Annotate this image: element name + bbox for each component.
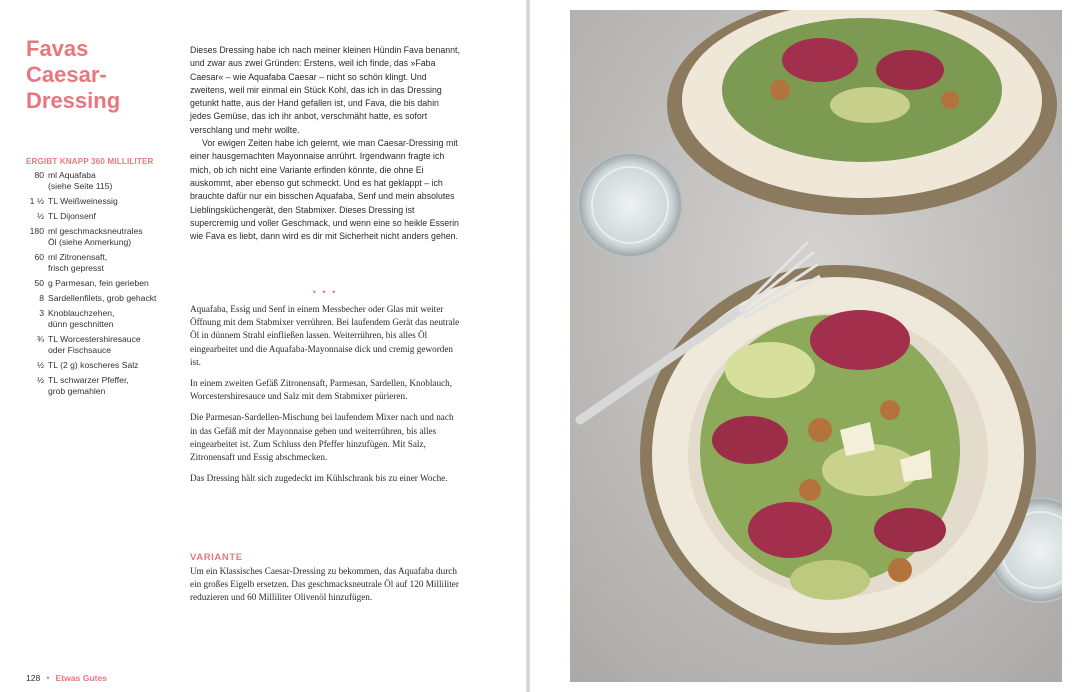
title-line-3: Dressing (26, 88, 121, 113)
ingredient-text (48, 252, 182, 274)
recipe-yield: ERGIBT KNAPP 360 MILLILITER (26, 157, 154, 166)
ingredient-line: TL (2 g) koscheres Salz (48, 360, 139, 370)
ingredient-item (22, 170, 182, 192)
ingredient-item (22, 226, 182, 248)
salad-photo-illustration (570, 10, 1062, 682)
recipe-method (190, 303, 460, 493)
ingredient-item (22, 211, 182, 222)
ingredient-qty: ½ (36, 360, 44, 370)
ingredient-qty: ½ (36, 375, 44, 385)
ingredient-text (48, 375, 182, 397)
ingredient-qty: ¾ (36, 334, 44, 344)
variant-heading: VARIANTE (190, 552, 243, 563)
method-step: In einem zweiten Gefäß Zitronensaft, Parmesan, Sardellen, Knoblauch, Worcestershiresauce und Salz mit dem Stabmixer pürieren. (190, 378, 453, 402)
ingredient-line: dünn geschnitten (48, 319, 114, 329)
ingredient-qty: 8 (39, 293, 44, 303)
ingredient-line: (siehe Seite 115) (48, 181, 113, 191)
footer-dot-icon: • (46, 673, 50, 683)
section-name: Etwas Gutes (55, 673, 108, 683)
ingredient-line: TL Weißweinessig (48, 196, 118, 206)
water-glass-left (578, 153, 682, 257)
ingredient-qty: 1 ½ (29, 196, 44, 206)
ingredient-text (48, 308, 182, 330)
method-step: Das Dressing hält sich zugedeckt im Kühlschrank bis zu einer Woche. (190, 473, 448, 484)
ingredient-text (48, 360, 182, 371)
recipe-intro (190, 44, 460, 243)
ingredient-line: Sardellenfilets, grob gehackt (48, 293, 157, 303)
ingredient-text (48, 226, 182, 248)
ingredient-line: ml geschmacksneutrales (48, 226, 143, 236)
page-number: 128 (26, 673, 41, 683)
ingredient-line: Öl (siehe Anmerkung) (48, 237, 132, 247)
ingredient-qty: 50 (34, 278, 44, 288)
intro-paragraph: Dieses Dressing habe ich nach meiner kleinen Hündin Fava benannt, und zwar aus zwei Gründen: Erstens, weil ich finde, das »Faba Caesar« – wie Aquafaba Caesar – nicht so schön klingt. Und zweitens, weil mir einmal ein Stück Kohl, das ich in das Dressing getunkt hatte, aus der Hand gefallen ist, und Fava, die bis dahin jedes Gemüse, das ich ihr anbot, verschmäht hatte, es sofort verschlang und mehr wollte. (190, 45, 460, 135)
recipe-title (26, 36, 176, 114)
ingredient-text (48, 278, 182, 289)
ingredient-item (22, 360, 182, 371)
ingredient-qty: 3 (39, 308, 44, 318)
ingredient-item (22, 196, 182, 207)
method-step: Die Parmesan-Sardellen-Mischung bei laufendem Mixer nach und nach in das Gefäß mit der Mayonnaise geben und weiterrühren, bis alles eingearbeitet ist. Zum Schluss den Pfeffer hinzufügen. Mit Salz, Zitronensaft und Essig abschmecken. (190, 412, 454, 463)
ingredient-line: TL Dijonsenf (48, 211, 96, 221)
ingredient-qty: ½ (36, 211, 44, 221)
variant-text: Um ein Klassisches Caesar-Dressing zu bekommen, das Aquafaba durch ein großes Eigelb ersetzen. Das geschmacksneutrale Öl auf 120 Milliliter reduzieren und 60 Milliliter Olivenöl hinzufügen. (190, 566, 459, 603)
ingredient-line: grob gemahlen (48, 386, 106, 396)
ingredient-line: ml Aquafaba (48, 170, 96, 180)
ingredient-line: TL schwarzer Pfeffer, (48, 375, 129, 385)
ingredient-qty: 60 (34, 252, 44, 262)
ingredient-item (22, 334, 182, 356)
ingredient-text (48, 334, 182, 356)
ingredient-item (22, 278, 182, 289)
ingredient-qty: 80 (34, 170, 44, 180)
ingredient-qty: 180 (29, 226, 44, 236)
ingredient-line: TL Worcestershiresauce (48, 334, 141, 344)
title-line-2: Caesar- (26, 62, 107, 87)
ingredient-line: g Parmesan, fein gerieben (48, 278, 149, 288)
intro-paragraph: Vor ewigen Zeiten habe ich gelernt, wie man Caesar-Dressing mit einer hausgemachten Mayonnaise anrührt. Irgendwann fragte ich mich, ob ich nicht eine Variante erfinden könnte, die ohne Ei auskommt, aber ebenso gut schmeckt. Und es hat geklappt – ich brauchte dafür nur ein bisschen Aquafaba, Senf und mein absolutes Lieblingsküchengerät, den Stabmixer. Dieses Dressing ist supercremig und voller Geschmack, und wenn eine so heikle Esserin wie Fava es liebt, dann wird es dir mit Sicherheit nicht anders gehen. (190, 138, 459, 242)
left-page (0, 0, 528, 692)
title-line-1: Favas (26, 36, 89, 61)
page-footer (26, 673, 107, 683)
ingredient-text (48, 196, 182, 207)
ingredient-line: ml Zitronensaft, (48, 252, 108, 262)
ingredient-line: frisch gepresst (48, 263, 104, 273)
ingredient-item (22, 308, 182, 330)
ingredient-item (22, 375, 182, 397)
ingredient-item (22, 252, 182, 274)
main-plate (640, 265, 1036, 645)
method-step: Aquafaba, Essig und Senf in einem Messbecher oder Glas mit weiter Öffnung mit dem Stabmixer verrühren. Bei laufendem Gerät das neutrale Öl in dünnem Strahl einfließen lassen. Weiterrühren, bis alles Öl eingearbeitet und die Aquafaba-Mayonnaise dick und cremig geworden ist. (190, 304, 460, 367)
ingredient-text (48, 211, 182, 222)
ingredient-line: oder Fischsauce (48, 345, 112, 355)
ingredient-text (48, 293, 182, 304)
ingredient-list (22, 170, 182, 401)
ingredient-line: Knoblauchzehen, (48, 308, 115, 318)
ingredient-item (22, 293, 182, 304)
salad-photo (570, 10, 1062, 682)
section-separator: • • • (312, 287, 338, 297)
ingredient-text (48, 170, 182, 192)
